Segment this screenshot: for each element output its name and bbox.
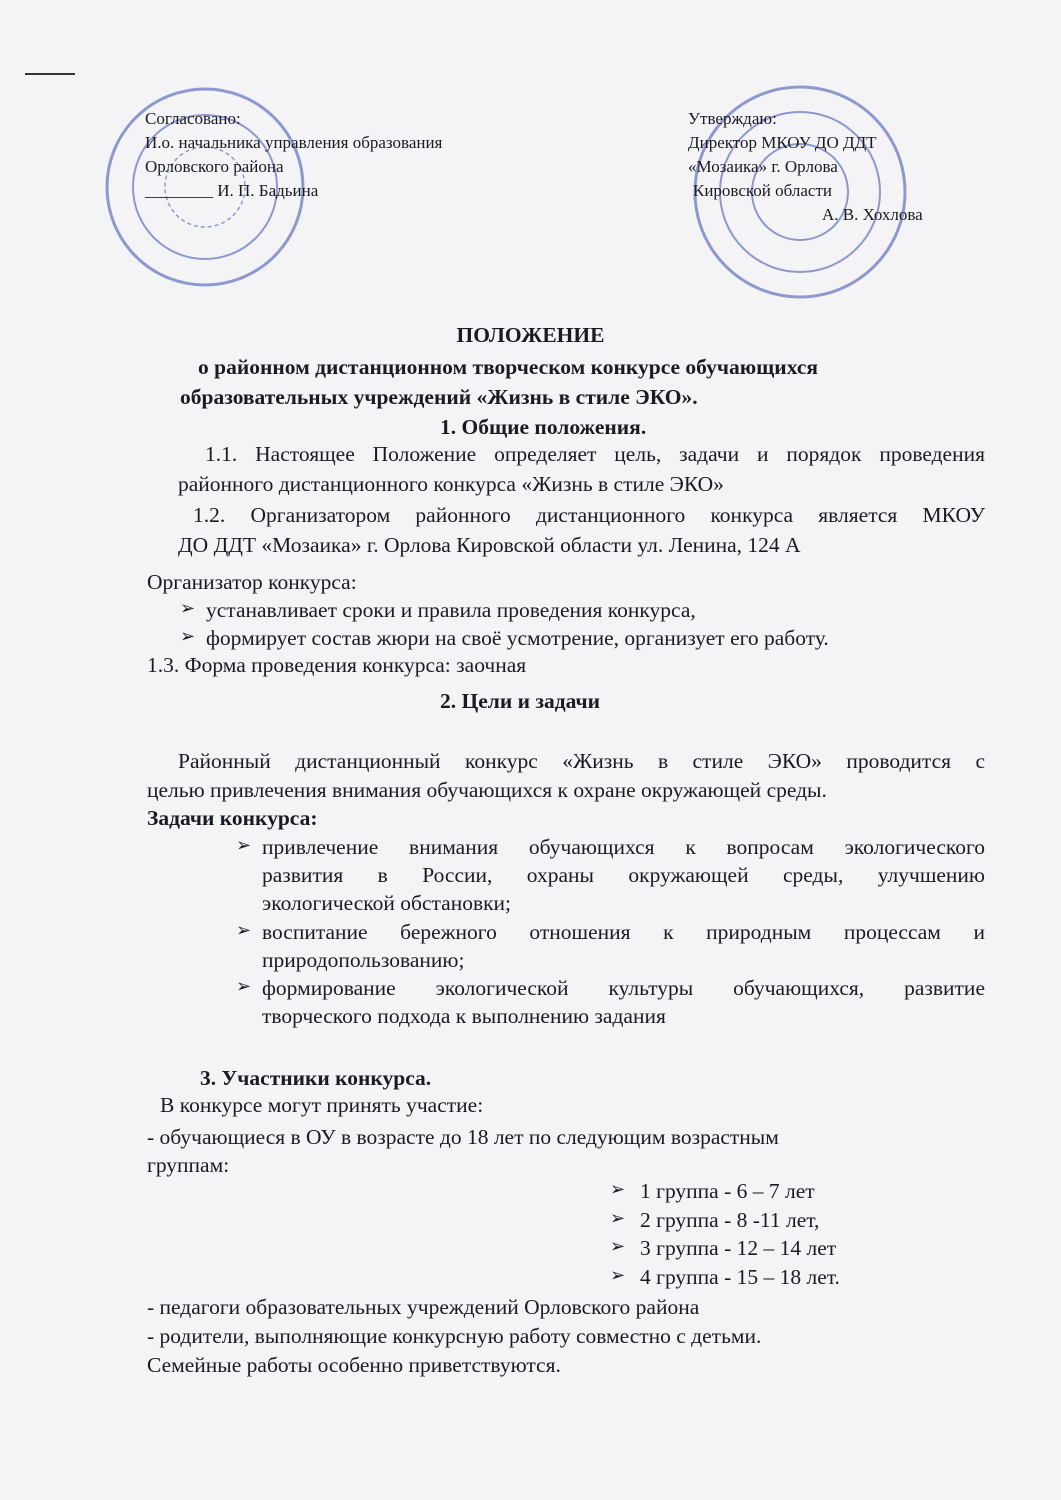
task-1-line1: привлечение внимания обучающихся к вопросам экологического [262, 835, 985, 859]
arrow-bullet-icon: ➢ [610, 1208, 626, 1228]
agreed-position: И.о. начальника управления образования [145, 133, 443, 152]
family-line: Семейные работы особенно приветствуются. [147, 1353, 561, 1377]
age-group-4: 4 группа - 15 – 18 лет. [640, 1265, 840, 1289]
section-2-heading: 2. Цели и задачи [440, 689, 601, 713]
doc-subtitle-1: о районном дистанционном творческом конкурсе обучающихся [198, 355, 819, 379]
goal-line2: целью привлечения внимания обучающихся к охране окружающей среды. [147, 778, 827, 802]
task-2-line1: воспитание бережного отношения к природным процессам и [262, 920, 985, 944]
goal-line1: Районный дистанционный конкурс «Жизнь в стиле ЭКО» проводится с [178, 749, 985, 773]
para-1-1-line2: районного дистанционного конкурса «Жизнь в стиле ЭКО» [178, 472, 724, 496]
arrow-bullet-icon: ➢ [180, 598, 196, 618]
approve-region: Кировской области [693, 181, 832, 200]
tasks-label: Задачи конкурса: [147, 806, 318, 830]
organizer-duty-1: устанавливает сроки и правила проведения конкурса, [206, 598, 696, 622]
task-2-line2: природопользованию; [262, 948, 465, 972]
scan-mark [25, 73, 75, 75]
parents-line: - родители, выполняющие конкурсную работу совместно с детьми. [147, 1324, 762, 1348]
arrow-bullet-icon: ➢ [610, 1179, 626, 1199]
approve-signature: А. В. Хохлова [822, 205, 923, 224]
teachers-line: - педагоги образовательных учреждений Орловского района [147, 1295, 700, 1319]
organizer-duty-2: формирует состав жюри на своё усмотрение, организует его работу. [206, 626, 829, 650]
agreed-district: Орловского района [145, 157, 284, 176]
arrow-bullet-icon: ➢ [236, 835, 252, 855]
doc-subtitle-2: образовательных учреждений «Жизнь в стиле ЭКО». [180, 385, 698, 409]
age-group-1: 1 группа - 6 – 7 лет [640, 1179, 815, 1203]
section-1-heading: 1. Общие положения. [440, 415, 647, 439]
agreed-label: Согласовано: [145, 109, 241, 128]
arrow-bullet-icon: ➢ [610, 1265, 626, 1285]
arrow-bullet-icon: ➢ [236, 920, 252, 940]
students-line1: - обучающиеся в ОУ в возрасте до 18 лет по следующим возрастным [147, 1125, 779, 1149]
arrow-bullet-icon: ➢ [236, 976, 252, 996]
para-1-1-line1: 1.1. Настоящее Положение определяет цель, задачи и порядок проведения [205, 442, 985, 466]
agreed-signature: ________ И. П. Бадьина [145, 181, 319, 200]
age-group-3: 3 группа - 12 – 14 лет [640, 1236, 837, 1260]
age-group-2: 2 группа - 8 -11 лет, [640, 1208, 820, 1232]
para-1-2-line2: ДО ДДТ «Мозаика» г. Орлова Кировской области ул. Ленина, 124 А [178, 533, 801, 557]
participants-intro: В конкурсе могут принять участие: [160, 1093, 484, 1117]
para-1-3: 1.3. Форма проведения конкурса: заочная [147, 653, 527, 677]
task-1-line2: развития в России, охраны окружающей среды, улучшению [262, 863, 985, 887]
task-1-line3: экологической обстановки; [262, 891, 512, 915]
task-3-line1: формирование экологической культуры обучающихся, развитие [262, 976, 985, 1000]
approve-position: Директор МКОУ ДО ДДТ [688, 133, 877, 152]
approve-org: «Мозаика» г. Орлова [688, 157, 838, 176]
section-3-heading: 3. Участники конкурса. [200, 1066, 432, 1090]
approve-label: Утверждаю: [688, 109, 777, 128]
organizer-label: Организатор конкурса: [147, 570, 357, 594]
arrow-bullet-icon: ➢ [180, 626, 196, 646]
para-1-2-line1: 1.2. Организатором районного дистанционного конкурса является МКОУ [193, 503, 985, 527]
arrow-bullet-icon: ➢ [610, 1236, 626, 1256]
students-line2: группам: [147, 1153, 230, 1177]
task-3-line2: творческого подхода к выполнению задания [262, 1004, 666, 1028]
doc-title: ПОЛОЖЕНИЕ [456, 323, 605, 347]
